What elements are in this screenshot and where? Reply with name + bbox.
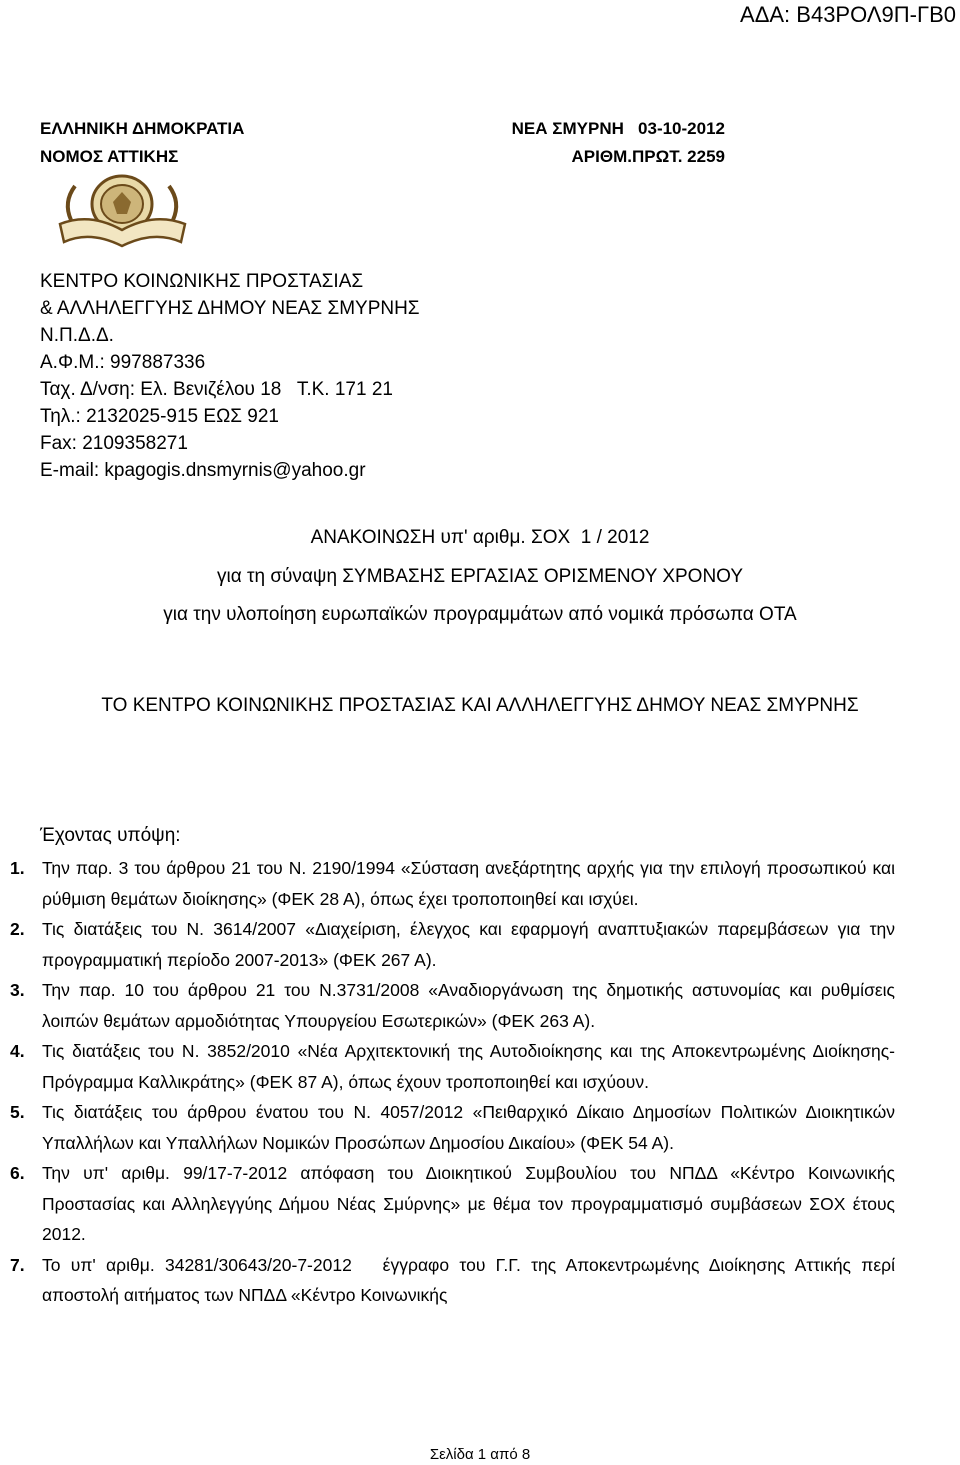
- header-protocol-number: ΑΡΙΘΜ.ΠΡΩΤ. 2259: [571, 147, 725, 166]
- list-item-text: Τις διατάξεις του άρθρου ένατου του Ν. 4057/2012 «Πειθαρχικό Δίκαιο Δημοσίων Πολιτικών Διοικητικών Υπαλλήλων και Υπαλλήλων Νομικών Προσώπων Δημοσίου Δικαίου» (ΦΕΚ 54 Α).: [42, 1102, 895, 1153]
- list-item-text: Την παρ. 10 του άρθρου 21 του Ν.3731/2008 «Αναδιοργάνωση της δημοτικής αστυνομίας και ρυθμίσεις λοιπών θεμάτων αρμοδιότητας Υπουργείου Εσωτερικών» (ΦΕΚ 263 Α).: [42, 980, 895, 1031]
- org-line: Ν.Π.Δ.Δ.: [40, 325, 114, 346]
- announcement-title-text: ΑΝΑΚΟΙΝΩΣΗ υπ' αριθμ. ΣΟΧ 1 / 2012: [310, 527, 650, 548]
- list-item-number: 4.: [10, 1041, 25, 1061]
- municipality-seal-logo: [55, 172, 190, 250]
- header-right: [500, 115, 725, 171]
- org-line: Fax: 2109358271: [40, 433, 188, 454]
- org-line: Ταχ. Δ/νση: Ελ. Βενιζέλου 18 Τ.Κ. 171 21: [40, 379, 393, 400]
- list-item: [10, 1158, 895, 1250]
- list-item: [10, 975, 895, 1036]
- list-item-number: 7.: [10, 1254, 25, 1275]
- list-item-text: Τις διατάξεις του Ν. 3852/2010 «Νέα Αρχιτεκτονική της Αυτοδιοίκησης και της Αποκεντρωμένης Διοίκησης- Πρόγραμμα Καλλικράτης» (ΦΕΚ 87 Α), όπως έχουν τροποποιηθεί και ισχύουν.: [42, 1041, 895, 1092]
- org-line: Τηλ.: 2132025-915 ΕΩΣ 921: [40, 406, 279, 427]
- legal-basis-list: [10, 853, 900, 1311]
- list-item-text: Το υπ' αριθμ. 34281/30643/20-7-2012 έγγραφο του Γ.Γ. της Αποκεντρωμένης Διοίκησης Αττικής περί αποστολή αιτήματος των ΝΠΔΔ «Κέντρο Κοινωνικής: [42, 1254, 900, 1305]
- header-left-line: ΕΛΛΗΝΙΚΗ ΔΗΜΟΚΡΑΤΙΑ: [40, 119, 245, 138]
- org-line: & ΑΛΛΗΛΕΓΓΥΗΣ ΔΗΜΟΥ ΝΕΑΣ ΣΜΥΡΝΗΣ: [40, 298, 420, 319]
- list-item-text: Τις διατάξεις του Ν. 3614/2007 «Διαχείριση, έλεγχος και εφαρμογή αναπτυξιακών παρεμβάσεων για την προγραμματική περίοδο 2007-2013» (ΦΕΚ 267 Α).: [42, 919, 895, 970]
- header-left: [40, 115, 244, 171]
- list-item: [10, 914, 895, 975]
- list-item-text: Την παρ. 3 του άρθρου 21 του Ν. 2190/1994 «Σύσταση ανεξάρτητης αρχής για την επιλογή προσωπικού και ρύθμιση θεμάτων διοίκησης» (ΦΕΚ 28 Α), όπως έχει τροποποιηθεί και ισχύει.: [42, 858, 895, 909]
- announcement-subject: για τη σύναψη ΣΥΜΒΑΣΗΣ ΕΡΓΑΣΙΑΣ ΟΡΙΣΜΕΝΟΥ ΧΡΟΝΟΥ: [216, 566, 744, 587]
- org-email: E-mail: kpagogis.dnsmyrnis@yahoo.gr: [40, 460, 366, 481]
- list-item: [10, 1250, 900, 1311]
- list-item-number: 1.: [10, 858, 25, 878]
- list-item-text: Την υπ' αριθμ. 99/17-7-2012 απόφαση του Διοικητικού Συμβουλίου του ΝΠΔΔ «Κέντρο Κοινωνικής Προστασίας και Αλληλεγγύης Δήμου Νέας Σμύρνης» με θέμα τον προγραμματισμό συμβάσεων ΣΟΧ έτους 2012.: [42, 1163, 895, 1244]
- ada-code: ΑΔΑ: Β43ΡΟΛ9Π-ΓΒ0: [740, 2, 956, 27]
- page-footer: Σελίδα 1 από 8: [429, 1446, 531, 1463]
- list-item: [10, 1097, 895, 1158]
- announcement-title: [0, 527, 960, 549]
- list-item-number: 6.: [10, 1163, 25, 1183]
- list-item: [10, 1036, 895, 1097]
- list-item-number: 3.: [10, 980, 25, 1000]
- organization-info: [40, 268, 420, 484]
- having-in-mind-heading: Έχοντας υπόψη:: [40, 825, 181, 846]
- org-line: Α.Φ.Μ.: 997887336: [40, 352, 206, 373]
- issuing-center: ΤΟ ΚΕΝΤΡΟ ΚΟΙΝΩΝΙΚΗΣ ΠΡΟΣΤΑΣΙΑΣ ΚΑΙ ΑΛΛΗΛΕΓΓΥΗΣ ΔΗΜΟΥ ΝΕΑΣ ΣΜΥΡΝΗΣ: [101, 695, 859, 716]
- list-item: [10, 853, 895, 914]
- announcement-purpose: για την υλοποίηση ευρωπαϊκών προγραμμάτων από νομικά πρόσωπα ΟΤΑ: [163, 604, 797, 625]
- header-left-line: ΝΟΜΟΣ ΑΤΤΙΚΗΣ: [40, 147, 179, 166]
- list-item-number: 5.: [10, 1102, 25, 1122]
- header-date: ΝΕΑ ΣΜΥΡΝΗ 03-10-2012: [511, 119, 725, 138]
- org-line: ΚΕΝΤΡΟ ΚΟΙΝΩΝΙΚΗΣ ΠΡΟΣΤΑΣΙΑΣ: [40, 271, 364, 292]
- list-item-number: 2.: [10, 919, 25, 939]
